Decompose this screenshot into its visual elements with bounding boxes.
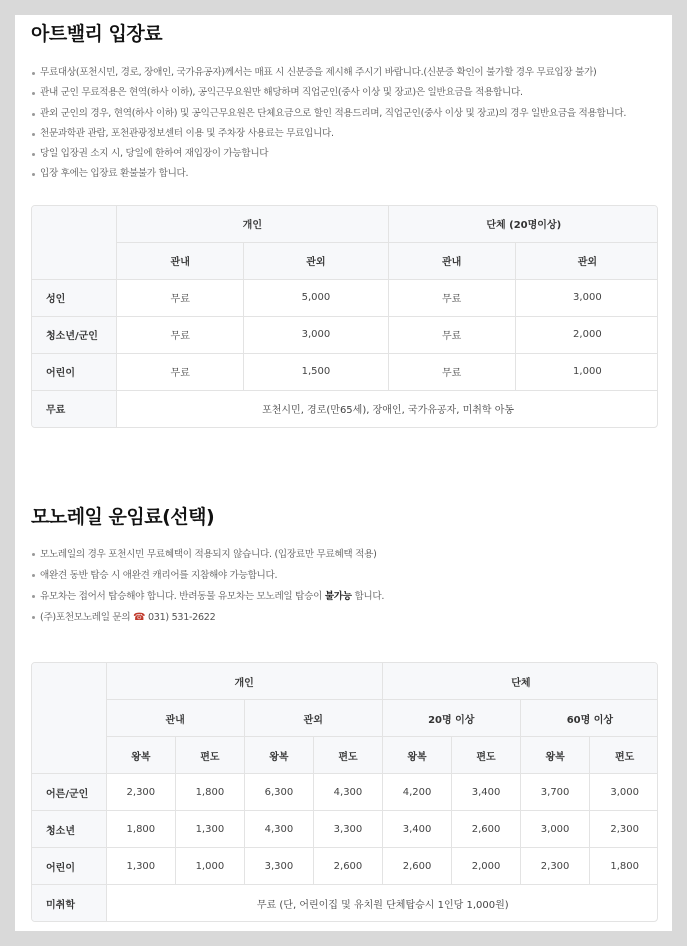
admission-table xyxy=(31,205,658,428)
price-cell: 3,400 xyxy=(452,774,521,811)
artvalley-title: 아트밸리 입장료 xyxy=(31,23,163,45)
price-cell: 1,000 xyxy=(515,353,658,390)
price-cell: 4,300 xyxy=(244,811,314,848)
monorail-section xyxy=(31,504,658,922)
monorail-title: 모노레일 운임료(선택) xyxy=(31,506,215,528)
note-item: 관내 군인 무료적용은 현역(하사 이하), 공익근무요원만 해당하며 직업군인(중사 이상 및 장교)은 일반요금을 적용합니다. xyxy=(31,83,658,103)
note-text: 유모차는 접어서 탑승해야 합니다. 반려동물 유모차는 모노레일 탑승이 xyxy=(40,591,325,602)
header-group: 단체 (20명이상) xyxy=(388,205,658,242)
table-row xyxy=(32,353,659,390)
header-20plus: 20명 이상 xyxy=(382,700,520,737)
note-item: 당일 입장권 소지 시, 당일에 한하여 재입장이 가능합니다 xyxy=(31,144,658,164)
header-oneway: 편도 xyxy=(590,737,658,774)
price-cell: 2,600 xyxy=(382,848,452,885)
note-item: 모노레일의 경우 포천시민 무료혜택이 적용되지 않습니다. (입장료만 무료혜택 적용) xyxy=(31,544,658,565)
note-item: 천문과학관 관람, 포천관광정보센터 이용 및 주차장 사용료는 무료입니다. xyxy=(31,124,658,144)
note-item xyxy=(31,586,658,607)
price-cell: 3,000 xyxy=(590,774,658,811)
row-label: 어른/군인 xyxy=(32,774,107,811)
monorail-fare-table xyxy=(31,662,658,922)
telephone-icon: ☎ xyxy=(133,612,146,623)
emphasis-text: 불가능 xyxy=(324,591,352,602)
header-roundtrip: 왕복 xyxy=(106,737,176,774)
table-row xyxy=(32,390,659,427)
price-cell: 3,700 xyxy=(520,774,590,811)
price-cell: 2,000 xyxy=(452,848,521,885)
corner-cell xyxy=(32,663,107,774)
price-cell: 2,300 xyxy=(520,848,590,885)
note-text: 합니다. xyxy=(351,591,385,602)
price-cell: 3,300 xyxy=(244,848,314,885)
price-cell: 5,000 xyxy=(244,279,388,316)
header-nonlocal: 관외 xyxy=(244,242,388,279)
table-row xyxy=(32,848,659,885)
price-cell: 무료 xyxy=(388,316,515,353)
header-local: 관내 xyxy=(117,242,244,279)
price-cell: 1,800 xyxy=(176,774,245,811)
price-cell: 무료 xyxy=(388,353,515,390)
price-cell: 2,000 xyxy=(515,316,658,353)
header-group: 단체 xyxy=(382,663,658,700)
price-cell: 3,000 xyxy=(520,811,590,848)
price-cell: 2,600 xyxy=(314,848,383,885)
header-local: 관내 xyxy=(106,700,244,737)
header-oneway: 편도 xyxy=(452,737,521,774)
header-roundtrip: 왕복 xyxy=(520,737,590,774)
header-nonlocal: 관외 xyxy=(515,242,658,279)
price-cell: 무료 xyxy=(117,316,244,353)
price-cell: 1,300 xyxy=(176,811,245,848)
corner-cell xyxy=(32,205,117,279)
monorail-notes xyxy=(31,544,658,628)
header-oneway: 편도 xyxy=(176,737,245,774)
price-cell: 무료 xyxy=(388,279,515,316)
row-label: 청소년 xyxy=(32,811,107,848)
note-item xyxy=(31,607,658,628)
price-cell: 2,600 xyxy=(452,811,521,848)
table-row xyxy=(32,885,659,922)
artvalley-section xyxy=(31,21,658,428)
note-item: 관외 군인의 경우, 현역(하사 이하) 및 공익근무요원은 단체요금으로 할인 적용드리며, 직업군인(중사 이상 및 장교)의 경우 일반요금을 적용합니다. xyxy=(31,104,658,124)
page xyxy=(15,15,672,931)
header-nonlocal: 관외 xyxy=(244,700,382,737)
price-cell: 무료 xyxy=(117,279,244,316)
note-text: (주)포천모노레일 문의 xyxy=(40,612,134,623)
row-label: 성인 xyxy=(32,279,117,316)
price-cell: 1,000 xyxy=(176,848,245,885)
price-cell: 3,300 xyxy=(314,811,383,848)
header-oneway: 편도 xyxy=(314,737,383,774)
row-label: 무료 xyxy=(32,390,117,427)
price-cell: 6,300 xyxy=(244,774,314,811)
free-targets-cell: 포천시민, 경로(만65세), 장애인, 국가유공자, 미취학 아동 xyxy=(117,390,658,427)
price-cell: 3,000 xyxy=(515,279,658,316)
price-cell: 1,300 xyxy=(106,848,176,885)
note-item: 입장 후에는 입장료 환불불가 합니다. xyxy=(31,164,658,184)
price-cell: 1,800 xyxy=(106,811,176,848)
price-cell: 1,500 xyxy=(244,353,388,390)
header-local: 관내 xyxy=(388,242,515,279)
header-individual: 개인 xyxy=(106,663,382,700)
header-60plus: 60명 이상 xyxy=(520,700,658,737)
price-cell: 4,300 xyxy=(314,774,383,811)
price-cell: 3,000 xyxy=(244,316,388,353)
row-label: 청소년/군인 xyxy=(32,316,117,353)
table-row xyxy=(32,279,659,316)
header-individual: 개인 xyxy=(117,205,388,242)
price-cell: 4,200 xyxy=(382,774,452,811)
table-row xyxy=(32,811,659,848)
price-cell: 무료 xyxy=(117,353,244,390)
price-cell: 2,300 xyxy=(106,774,176,811)
table-row xyxy=(32,774,659,811)
free-note-cell: 무료 (단, 어린이집 및 유치원 단체탑승시 1인당 1,000원) xyxy=(106,885,658,922)
header-roundtrip: 왕복 xyxy=(382,737,452,774)
note-item: 무료대상(포천시민, 경로, 장애인, 국가유공자)께서는 매표 시 신분증을 제시해 주시기 바랍니다.(신분증 확인이 불가할 경우 무료입장 불가) xyxy=(31,63,658,83)
price-cell: 1,800 xyxy=(590,848,658,885)
row-label: 어린이 xyxy=(32,848,107,885)
table-row xyxy=(32,316,659,353)
phone-number: 031) 531-2622 xyxy=(148,612,216,623)
header-roundtrip: 왕복 xyxy=(244,737,314,774)
note-item: 애완견 동반 탑승 시 애완견 캐리어를 지참해야 가능합니다. xyxy=(31,565,658,586)
price-cell: 2,300 xyxy=(590,811,658,848)
row-label: 미취학 xyxy=(32,885,107,922)
row-label: 어린이 xyxy=(32,353,117,390)
price-cell: 3,400 xyxy=(382,811,452,848)
artvalley-notes xyxy=(31,63,658,185)
